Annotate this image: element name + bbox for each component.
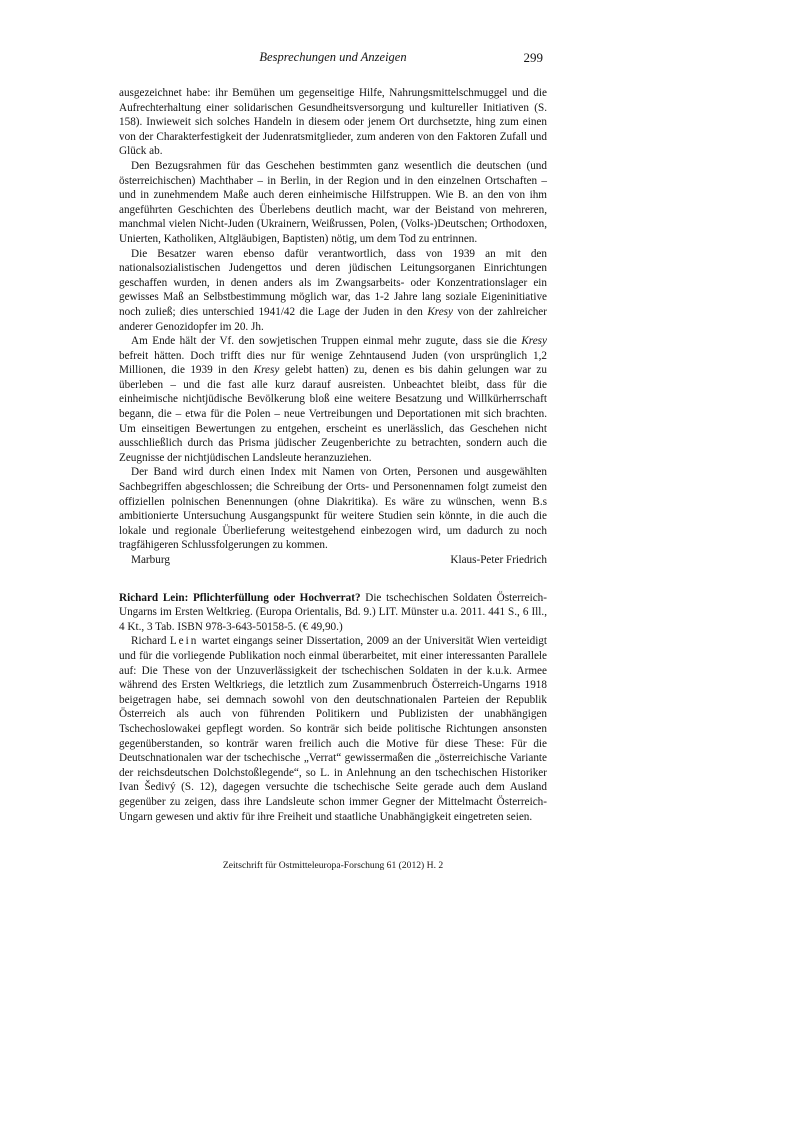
review1-paragraph-2: Den Bezugsrahmen für das Geschehen bestimmten ganz wesentlich die deutschen (und österreichischen) Machthaber – in Berlin, in der Region und in den einzelnen Ortschaften – und in zunehmendem Maße auch deren einheimische Hilfstruppen. Wie B. an den von ihm angeführten Geschichten des Überlebens deutlich macht, war der Beistand von mehreren, manchmal vielen Nicht-Juden (Ukrainern, Weißrussen, Polen, (Volks-)Deutschen; Orthodoxen, Unierten, Katholiken, Altgläubigen, Baptisten) nötig, um dem Tod zu entrinnen. [119, 159, 547, 245]
italic-term: Kresy [253, 364, 280, 377]
body-text [119, 86, 547, 824]
review2-bibliography: Richard Lein: Pflichterfüllung oder Hochverrat? Die tschechischen Soldaten Österreich-Ungarns im Ersten Weltkrieg. (Europa Orientalis, Bd. 9.) LIT. Münster u.a. 2011. 441 S., 6 Ill., 4 Kt., 3 Tab. ISBN 978-3-643-50158-5. (€ 49,90.) [119, 591, 547, 633]
running-title: Besprechungen und Anzeigen [259, 50, 407, 64]
journal-footer: Zeitschrift für Ostmitteleuropa-Forschung 61 (2012) H. 2 [222, 860, 444, 871]
signature-place: Marburg [131, 554, 170, 566]
review1-paragraph-1: ausgezeichnet habe: ihr Bemühen um gegenseitige Hilfe, Nahrungsmittelschmuggel und die Aufrechterhaltung einer solidarischen Gesundheitsversorgung und kultureller Initiativen (S. 158). Inwieweit sich solches Handeln in diesem oder jenem Ort durchsetzte, hing zum einen von der Charakterfestigkeit der Judenratsmitglieder, zum anderen von den Faktoren Zufall und Glück ab. [119, 87, 547, 158]
review2-paragraph-1: Richard Lein wartet eingangs seiner Dissertation, 2009 an der Universität Wien verteidigt und für die vorliegende Publikation noch einmal überarbeitet, mit einer interessanten Parallele auf: Die These von der Unzuverlässigkeit der tschechischen Soldaten in der k.u.k. Armee während des Ersten Weltkriegs, die letztlich zum Zusammenbruch Österreich-Ungarns 1918 beigetragen habe, sei demnach sowohl von den deutschnationalen Parteien der Republik Österreich als auch von führenden Politikern und Publizisten der unabhängigen Tschechoslowakei gepflegt worden. So konträr sich beide politische Richtungen ansonsten gegenüberstanden, so konträr waren freilich auch die Motive für diese These: Für die Deutschnationalen war der tschechische „Verrat“ gewissermaßen die „österreichische Variante der reichsdeutschen Dolchstoßlegende“, so L. in Anlehnung an den tschechischen Historiker Ivan Šedivý (S. 12), dagegen versuchte die tschechische Seite gerade auch dem Ausland gegenüber zu zeigen, dass ihre Landsleute schon immer Gegner der Mittelmacht Österreich-Ungarn gewesen und aktiv für ihre Freiheit und staatliche Unabhängigkeit eingetreten seien. [119, 635, 548, 823]
review1-paragraph-5: Der Band wird durch einen Index mit Namen von Orten, Personen und ausgewählten Sachbegriffen abgeschlossen; die Schreibung der Orts- und Personennamen folgt zumeist den offiziellen polnischen Benennungen (ohne Diakritika). Es wäre zu wünschen, wenn B.s ambitionierte Untersuchung Ausgangspunkt für weitere Studien sein könnte, in die auch die lokale und regionale Überlieferung weitestgehend einbezogen wird, um dadurch zu noch tragfähigeren Schlussfolgerungen zu kommen. [119, 466, 547, 552]
review1-paragraph-4: Am Ende hält der Vf. den sowjetischen Truppen einmal mehr zugute, dass sie die Kresy befreit hätten. Doch trifft dies nur für wenige Zehntausend Juden (von ursprünglich 1,2 Millionen, die 1939 in den Kresy gelebt hatten) zu, denen es bis dahin gelungen war zu überleben – und die fast alle kurz darauf ausreisten. Unbeachtet bleibt, dass für die einheimische nichtjüdische Bevölkerung bloß eine weitere Besatzung und Willkürherrschaft begann, die – etwa für die Polen – neue Vertreibungen und Deportationen mit sich brachten. Um einseitigen Bewertungen zu entgehen, erscheint es unerlässlich, das Geschehen nicht ausschließlich durch das Prisma jüdischer Zeugenberichte zu betrachten, sondern auch die Zeugnisse der nichtjüdischen Landsleute heranzuziehen. [119, 335, 547, 464]
running-header [119, 50, 547, 68]
review-signature [119, 553, 547, 568]
review1-paragraph-3: Die Besatzer waren ebenso dafür verantwortlich, dass von 1939 an mit den nationalsozialistischen Judengettos und deren jüdischen Leitungsorganen Einrichtungen geschaffen wurden, in denen anders als im Zwangsarbeits- oder Konzentrationslager ein gewisses Maß an Selbstbestimmung möglich war, das 1-2 Jahre lang soziale Eigeninitiative noch zuließ; dies unterschied 1941/42 die Lage der Juden in den Kresy von der zahlreicher anderer Genozidopfer im 20. Jh. [119, 247, 548, 333]
section-gap [119, 568, 547, 591]
page-number: 299 [523, 50, 543, 65]
italic-term: Kresy [521, 335, 547, 348]
review2-book-title: Richard Lein: Pflichterfüllung oder Hochverrat? [119, 591, 361, 604]
italic-term: Kresy [427, 305, 453, 318]
signature-reviewer: Klaus-Peter Friedrich [450, 554, 547, 566]
author-name-spaced: Lein [169, 635, 199, 648]
